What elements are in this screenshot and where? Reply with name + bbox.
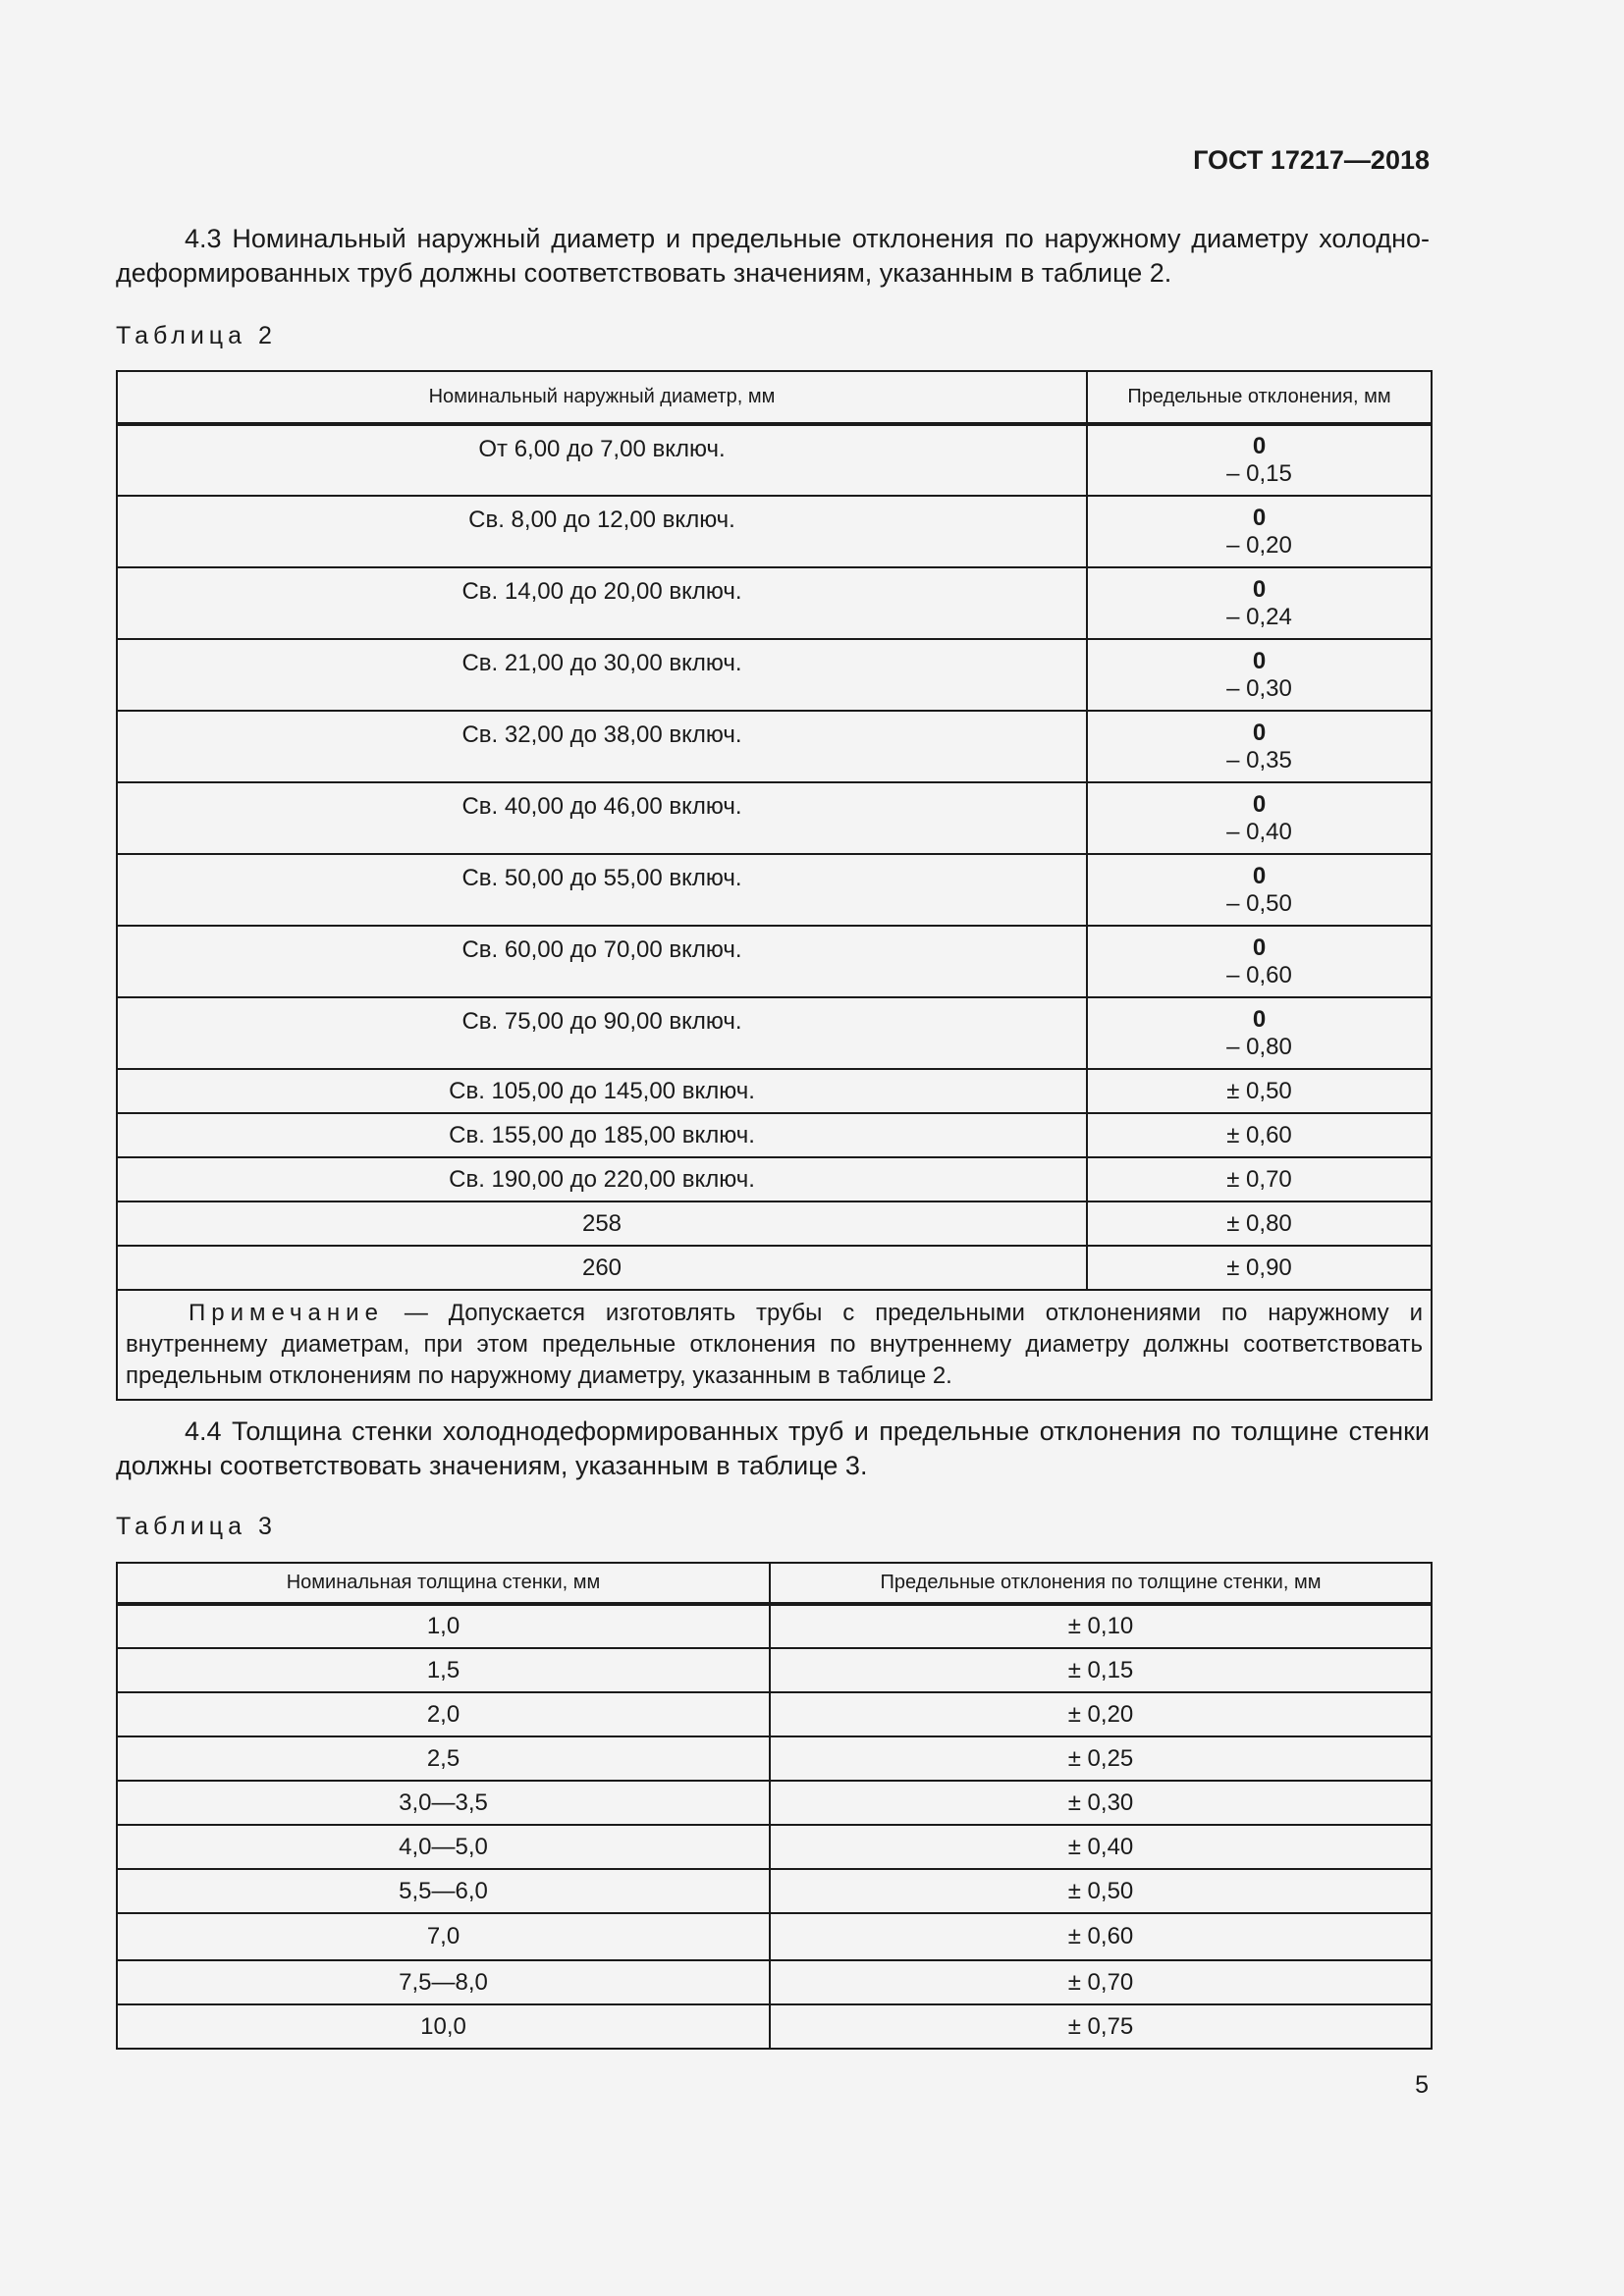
deviation-cell: ± 0,90 [1087,1246,1432,1290]
table-row [117,1648,1432,1692]
thickness-cell: 1,5 [117,1648,770,1692]
lower-deviation: – 0,20 [1226,531,1292,559]
upper-deviation: 0 [1252,1005,1267,1033]
diameter-cell: От 6,00 до 7,00 включ. [117,424,1087,496]
diameter-cell: Св. 8,00 до 12,00 включ. [117,496,1087,567]
table-2-caption: Таблица 2 [116,322,277,349]
diameter-cell: Св. 32,00 до 38,00 включ. [117,711,1087,782]
table-row [117,1869,1432,1913]
thickness-cell: 1,0 [117,1604,770,1648]
table-row [117,1736,1432,1781]
deviation-cell: ± 0,30 [770,1781,1432,1825]
deviation-cell: ± 0,40 [770,1825,1432,1869]
deviation-cell: ± 0,15 [770,1648,1432,1692]
table-row [117,567,1432,639]
column-header-diameter: Номинальный наружный диаметр, мм [117,371,1087,424]
diameter-cell: Св. 155,00 до 185,00 включ. [117,1113,1087,1157]
thickness-cell: 4,0—5,0 [117,1825,770,1869]
deviation-cell [1087,496,1432,567]
deviation-cell: ± 0,50 [1087,1069,1432,1113]
table-row [117,1113,1432,1157]
paragraph-4-3: 4.3 Номинальный наружный диаметр и предельные отклонения по наружному диаметру холодно-деформированных труб должны соответствовать значениям, указанным в таблице 2. [116,224,1430,288]
table-row [117,711,1432,782]
table-row [117,2004,1432,2049]
lower-deviation: – 0,15 [1226,460,1292,487]
table-row [117,926,1432,997]
diameter-cell: Св. 40,00 до 46,00 включ. [117,782,1087,854]
lower-deviation: – 0,80 [1226,1033,1292,1060]
deviation-cell: ± 0,25 [770,1736,1432,1781]
diameter-cell: Св. 105,00 до 145,00 включ. [117,1069,1087,1113]
table-row [117,424,1432,496]
table-row [117,1246,1432,1290]
table-2 [116,370,1433,1401]
deviation-cell: ± 0,80 [1087,1201,1432,1246]
table-row [117,1781,1432,1825]
thickness-cell: 7,5—8,0 [117,1960,770,2004]
diameter-cell: Св. 60,00 до 70,00 включ. [117,926,1087,997]
table-row [117,854,1432,926]
table-row [117,782,1432,854]
table-row [117,1825,1432,1869]
deviation-cell: ± 0,10 [770,1604,1432,1648]
document-code: ГОСТ 17217—2018 [1193,145,1430,175]
lower-deviation: – 0,60 [1226,961,1292,988]
upper-deviation: 0 [1252,790,1267,818]
lower-deviation: – 0,35 [1226,746,1292,774]
lower-deviation: – 0,30 [1226,674,1292,702]
table-row [117,1913,1432,1960]
deviation-cell: ± 0,60 [1087,1113,1432,1157]
table-3 [116,1562,1433,2050]
deviation-cell: ± 0,70 [1087,1157,1432,1201]
table-row [117,1604,1432,1648]
diameter-cell: Св. 14,00 до 20,00 включ. [117,567,1087,639]
thickness-cell: 2,0 [117,1692,770,1736]
thickness-cell: 5,5—6,0 [117,1869,770,1913]
deviation-cell [1087,997,1432,1069]
thickness-cell: 7,0 [117,1913,770,1960]
diameter-cell: Св. 21,00 до 30,00 включ. [117,639,1087,711]
deviation-cell [1087,639,1432,711]
column-header-deviation: Предельные отклонения по толщине стенки, мм [770,1563,1432,1604]
deviation-cell [1087,926,1432,997]
deviation-cell: ± 0,60 [770,1913,1432,1960]
upper-deviation: 0 [1252,719,1267,746]
upper-deviation: 0 [1252,647,1267,674]
diameter-cell: 260 [117,1246,1087,1290]
deviation-cell [1087,782,1432,854]
deviation-cell [1087,424,1432,496]
table-row [117,1069,1432,1113]
deviation-cell: ± 0,75 [770,2004,1432,2049]
diameter-cell: Св. 190,00 до 220,00 включ. [117,1157,1087,1201]
table-header-row [117,1563,1432,1604]
table-row [117,1692,1432,1736]
thickness-cell: 3,0—3,5 [117,1781,770,1825]
deviation-cell [1087,711,1432,782]
table-row [117,997,1432,1069]
lower-deviation: – 0,40 [1226,818,1292,845]
deviation-cell [1087,854,1432,926]
note-text: — Допускается изготовлять трубы с предельными отклонениями по наружному и внутреннему диаметрам, при этом предельные отклонения по внутреннему диаметру должны соответствовать предельным отклонениям по наружному диаметру, указанным в таблице 2. [126,1300,1423,1389]
upper-deviation: 0 [1252,862,1267,889]
table-row [117,1960,1432,2004]
diameter-cell: Св. 50,00 до 55,00 включ. [117,854,1087,926]
page-number: 5 [1415,2071,1429,2099]
table-note-row [117,1290,1432,1400]
upper-deviation: 0 [1252,575,1267,603]
paragraph-4-4: 4.4 Толщина стенки холоднодеформированных труб и предельные отклонения по толщине стенки должны соответствовать значениям, указанным в таблице 3. [116,1416,1430,1480]
upper-deviation: 0 [1252,504,1267,531]
table-note [117,1290,1432,1400]
thickness-cell: 10,0 [117,2004,770,2049]
deviation-cell: ± 0,70 [770,1960,1432,2004]
deviation-cell: ± 0,50 [770,1869,1432,1913]
table-row [117,1201,1432,1246]
deviation-cell [1087,567,1432,639]
deviation-cell: ± 0,20 [770,1692,1432,1736]
thickness-cell: 2,5 [117,1736,770,1781]
lower-deviation: – 0,24 [1226,603,1292,630]
table-row [117,496,1432,567]
upper-deviation: 0 [1252,433,1267,459]
diameter-cell: 258 [117,1201,1087,1246]
table-row [117,639,1432,711]
table-header-row [117,371,1432,424]
column-header-deviation: Предельные отклонения, мм [1087,371,1432,424]
lower-deviation: – 0,50 [1226,889,1292,917]
table-row [117,1157,1432,1201]
note-label: Примечание [189,1300,384,1326]
column-header-thickness: Номинальная толщина стенки, мм [117,1563,770,1604]
upper-deviation: 0 [1252,934,1267,961]
table-3-caption: Таблица 3 [116,1513,277,1540]
diameter-cell: Св. 75,00 до 90,00 включ. [117,997,1087,1069]
